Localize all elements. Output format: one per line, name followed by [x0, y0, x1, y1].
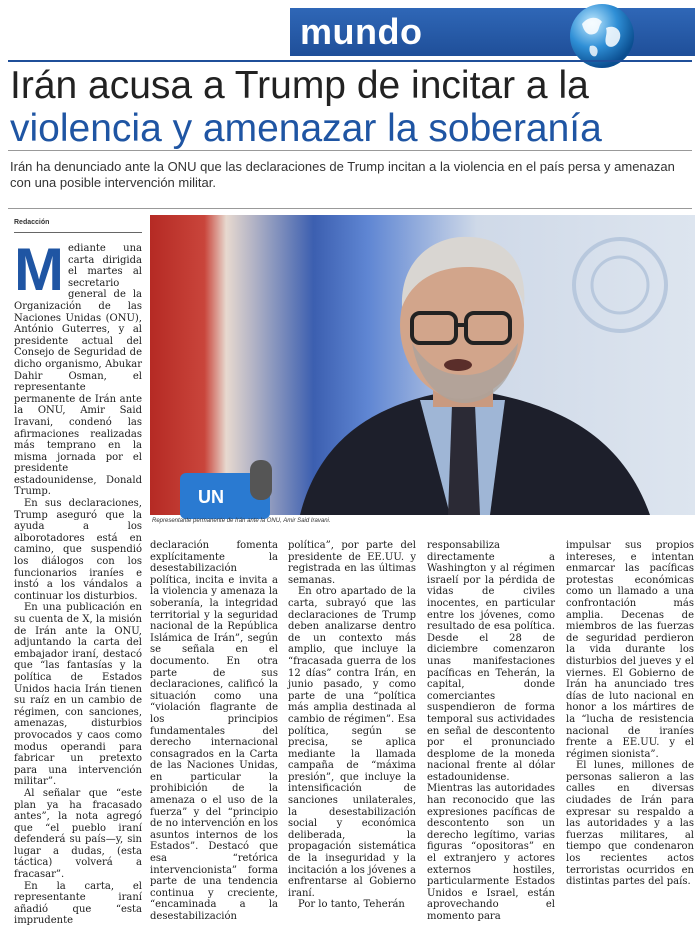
article-column-3 [288, 540, 416, 913]
headline-line-2: violencia y amenazar la soberanía [10, 107, 602, 150]
article-paragraph: responsabiliza directamente a Washington y al régimen israelí por la pérdida de vidas de civiles inocentes, en particular entre los jóvenes, como resultado de esa política. Desde el 28 de diciembre comenzaron unas manifestaciones pacíficas en Teherán, la capital, donde comerciantes suspendieron de forma temporal sus actividades en señal de descontento por el pronunciado desplome de la moneda nacional frente al dólar estadounidense. Mientras las autoridades han reconocido que las expresiones pacíficas de descontento son un derecho legítimo, varias figuras “opositoras” en el extranjero y actores externos hostiles, particularmente Estados Unidos e Israel, están aprovechando el momento para [427, 540, 555, 922]
article-paragraph: En sus declaraciones, Trump aseguró que la ayuda a los alborotadores está en camino, que suspendió los diálogos con los funcionarios iraníes e instó a los vándalos a continuar los disturbios. [14, 498, 142, 602]
article-paragraph: impulsar sus propios intereses, e intentan enmarcar las pacíficas protestas económicas como un llamado a una confrontación más amplia. Decenas de miembros de las fuerzas de seguridad perdieron la vida durante los disturbios del jueves y el viernes. El Gobierno de Irán ha anunciado tres días de luto nacional en honor a los mártires de la “lucha de resistencia nacional de iraníes frente a EE.UU. y el régimen sionista”. [566, 540, 694, 760]
article-paragraph: declaración fomenta explícitamente la desestabilización política, incita e invita a la violencia y amenaza la soberanía, la integridad territorial y la seguridad nacional de la República Islámica de Irán”, según se señala en el documento. En otra parte de sus declaraciones, calificó la situación como una “violación flagrante de los principios fundamentales del derecho internacional consagrados en la Carta de las Naciones Unidas, en particular la prohibición de la amenaza o el uso de la fuerza” y del “principio de no intervención en los asuntos internos de los Estados”. Destacó que esa “retórica intervencionista” forma parte de una tendencia continua y creciente, “encaminada a la desestabilización [150, 540, 278, 922]
un-emblem [574, 239, 666, 331]
article-deck: Irán ha denunciado ante la ONU que las declaraciones de Trump incitan a la violencia en el país persa y amenazan con una posible intervención militar. [10, 159, 675, 190]
article-column-5 [566, 540, 694, 913]
article-column-4 [427, 540, 555, 922]
article-headline [10, 64, 700, 150]
article-paragraph: Al señalar que “este plan ya ha fracasado antes”, la nota agregó que “el pueblo iraní defenderá su país—y, sin lugar a dudas, (esta táctica) volverá a fracasar”. [14, 787, 142, 881]
article-paragraph: Mediante una carta dirigida el martes al secretario general de la Organización de las Naciones Unidas (ONU), António Guterres, y al presidente actual del Consejo de Seguridad de dicho organismo, Abukar Dahir Osman, el representante permanente de Irán ante la ONU, Amir Said Iravani, condenó las afirmaciones realizadas más temprano en la misma jornada por el presidente estadounidense, Donald Trump. [14, 236, 142, 498]
deck-rule [8, 208, 692, 209]
byline-rule [14, 232, 142, 233]
drop-cap: M [14, 236, 64, 303]
article-column-1 [14, 236, 142, 927]
headline-line-1: Irán acusa a Trump de incitar a la [10, 64, 589, 107]
top-rule [8, 60, 692, 62]
article-photo [150, 215, 695, 515]
article-paragraph: En otro apartado de la carta, subrayó que las declaraciones de Trump deben analizarse dentro de un contexto más amplio, que incluye la “fracasada guerra de los 12 días” contra Irán, en junio pasado, y como parte de una “política más amplia destinada al cambio de régimen”. Esa política, según se precisa, se aplica mediante la llamada campaña de “máxima presión”, que incluye la intensificación de sanciones unilaterales, la desestabilización social y económica deliberada, la propagación sistemática de la inseguridad y la incitación a los jóvenes a enfrentarse al Gobierno iraní. [288, 586, 416, 899]
mic-label: UN [198, 487, 224, 507]
photo-illustration [150, 215, 695, 515]
photo-caption: Representante permanente de Irán ante la ONU, Amir Said Iravani. [152, 518, 331, 524]
headline-rule [8, 150, 692, 151]
article-paragraph: En una publicación en su cuenta de X, la misión de Irán ante la ONU, adjuntando la carta del embajador iraní, destacó que “las fantasías y la política de Estados Unidos hacia Irán tienen su raíz en un cambio de régimen, con sanciones, amenazas, disturbios provocados y caos como modus operandi para fabricar un pretexto para una intervención militar”. [14, 602, 142, 788]
byline: Redacción [14, 219, 50, 226]
article-paragraph: En la carta, el representante iraní añadió que “esta imprudente [14, 880, 142, 927]
section-label: mundo [300, 11, 423, 52]
article-paragraph: El lunes, millones de personas salieron a las calles en diversas ciudades de Irán para expresar su respaldo a las autoridades y a las fuerzas militares, al tiempo que condenaron los recientes actos terroristas ocurridos en distintas partes del país. [566, 760, 694, 888]
article-paragraph: política”, por parte del presidente de EE.UU. y registrada en las últimas semanas. [288, 540, 416, 586]
article-column-2 [150, 540, 278, 922]
article-paragraph: Por lo tanto, Teherán [298, 899, 405, 911]
